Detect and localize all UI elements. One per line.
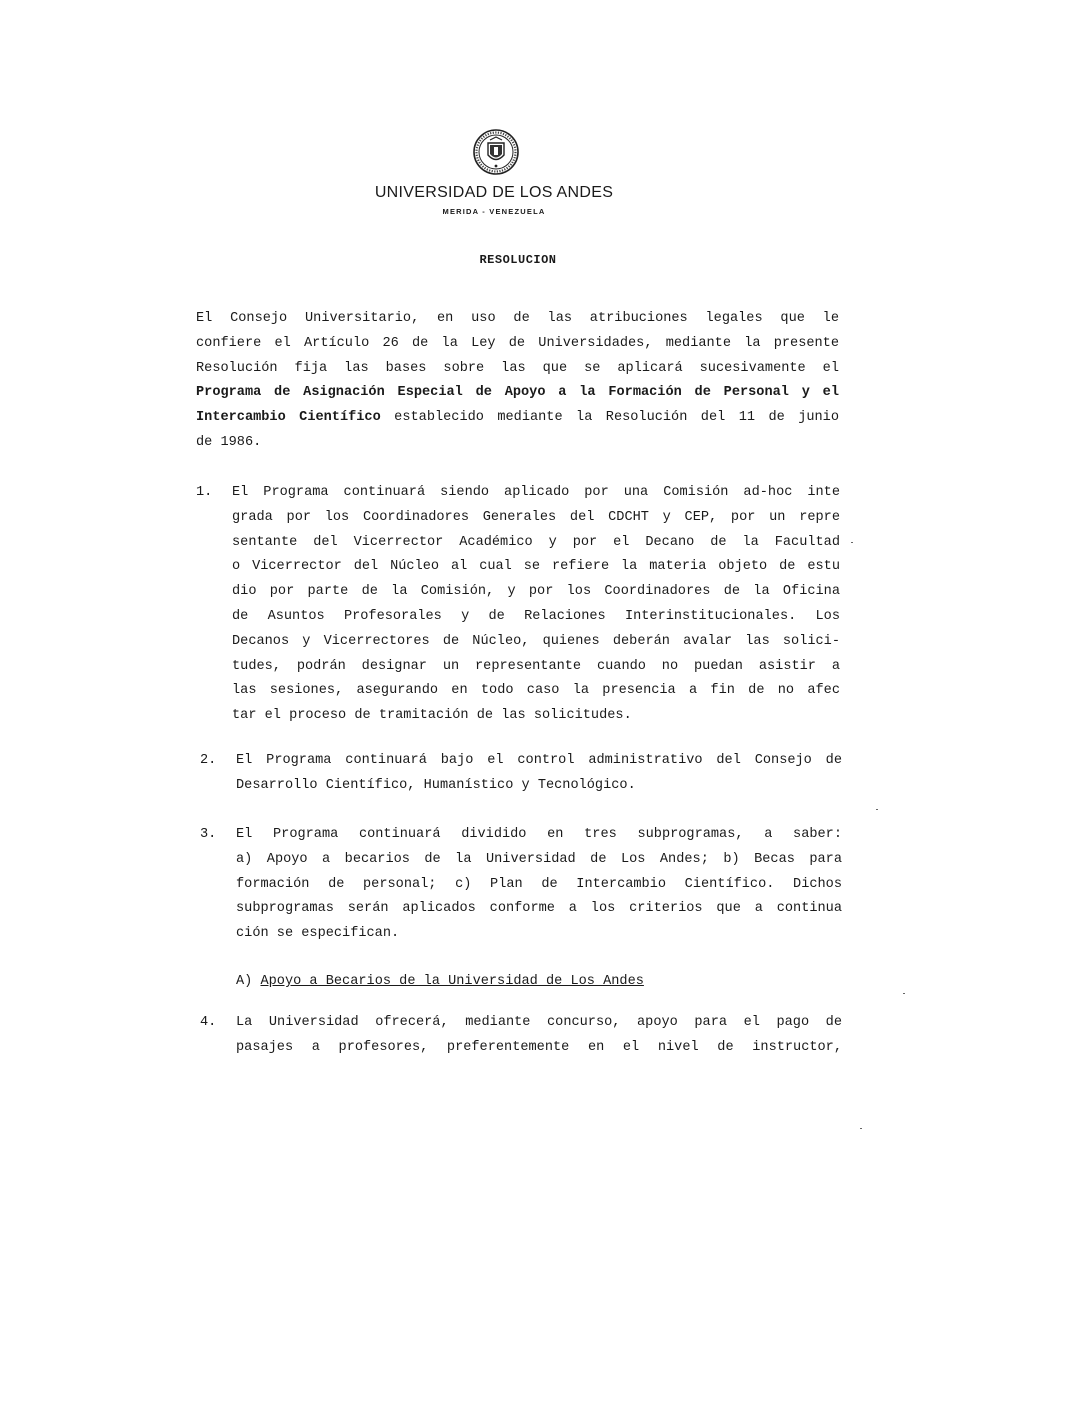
item-line: subprogramas serán aplicados conforme a los criterios que a continua xyxy=(236,901,842,917)
intro-line xyxy=(196,381,839,406)
item-1-text xyxy=(232,481,840,729)
subprogram-heading xyxy=(236,970,644,995)
intro-line xyxy=(196,406,839,431)
item-line: El Programa continuará siendo aplicado por una Comisión ad-hoc inte xyxy=(232,485,840,500)
intro-line: confiere el Artículo 26 de la Ley de Universidades, mediante la presente xyxy=(196,335,839,351)
item-line: tar el proceso de tramitación de las solicitudes. xyxy=(232,708,632,724)
intro-line-rest: establecido mediante la Resolución del 11 de junio xyxy=(380,410,839,426)
subheading-text: Apoyo a Becarios de la Universidad de Los Andes xyxy=(260,974,644,989)
item-line: Decanos y Vicerrectores de Núcleo, quienes deberán avalar las solici- xyxy=(232,633,840,649)
item-number: 4. xyxy=(200,1015,217,1030)
item-line: El Programa continuará dividido en tres subprogramas, a saber: xyxy=(236,827,842,842)
item-line: las sesiones, asegurando en todo caso la presencia a fin de no afec xyxy=(232,683,840,699)
item-line: El Programa continuará bajo el control administrativo del Consejo de xyxy=(236,753,842,768)
item-line: pasajes a profesores, preferentemente en el nivel de instructor, xyxy=(236,1039,842,1055)
university-name: UNIVERSIDAD DE LOS ANDES xyxy=(374,184,614,201)
university-seal-icon xyxy=(473,129,519,175)
item-line: a) Apoyo a becarios de la Universidad de Los Andes; b) Becas para xyxy=(236,851,842,867)
item-line: dio por parte de la Comisión, y por los Coordinadores de la Oficina xyxy=(232,584,840,600)
item-line: sentante del Vicerrector Académico y por el Decano de la Facultad xyxy=(232,534,840,550)
item-number: 3. xyxy=(200,827,217,842)
item-line: grada por los Coordinadores Generales del CDCHT y CEP, por un repre xyxy=(232,509,840,525)
item-line: formación de personal; c) Plan de Intercambio Científico. Dichos xyxy=(236,876,842,892)
item-2-text xyxy=(236,749,842,799)
scan-speck xyxy=(851,542,853,543)
item-line: tudes, podrán designar un representante cuando no puedan asistir a xyxy=(232,658,840,674)
program-name-bold: Programa de Asignación Especial de Apoyo a la Formación de Personal y el xyxy=(196,385,839,401)
intro-line: Resolución fija las bases sobre las que se aplicará sucesivamente el xyxy=(196,360,839,376)
university-city: MERIDA - VENEZUELA xyxy=(442,207,546,216)
item-number: 1. xyxy=(196,485,213,500)
item-line: ción se especifican. xyxy=(236,926,400,942)
item-3-text xyxy=(236,823,842,947)
scan-speck xyxy=(903,993,905,994)
item-4-text xyxy=(236,1011,842,1061)
intro-line: El Consejo Universitario, en uso de las atribuciones legales que le xyxy=(196,311,839,326)
item-line: Desarrollo Científico, Humanístico y Tecnológico. xyxy=(236,777,636,793)
subheading-prefix: A) xyxy=(236,974,261,989)
intro-paragraph xyxy=(196,307,839,456)
scan-speck xyxy=(860,1128,862,1129)
item-line: de Asuntos Profesorales y de Relaciones Interinstitucionales. Los xyxy=(232,608,840,624)
document-title: RESOLUCION xyxy=(479,253,557,267)
item-line: o Vicerrector del Núcleo al cual se refiere la materia objeto de estu xyxy=(232,559,840,575)
item-line: La Universidad ofrecerá, mediante concurso, apoyo para el pago de xyxy=(236,1015,842,1030)
program-name-bold-cont: Intercambio Científico xyxy=(196,410,381,426)
intro-line: de 1986. xyxy=(196,434,262,450)
item-number: 2. xyxy=(200,753,217,768)
scan-speck xyxy=(876,809,878,810)
